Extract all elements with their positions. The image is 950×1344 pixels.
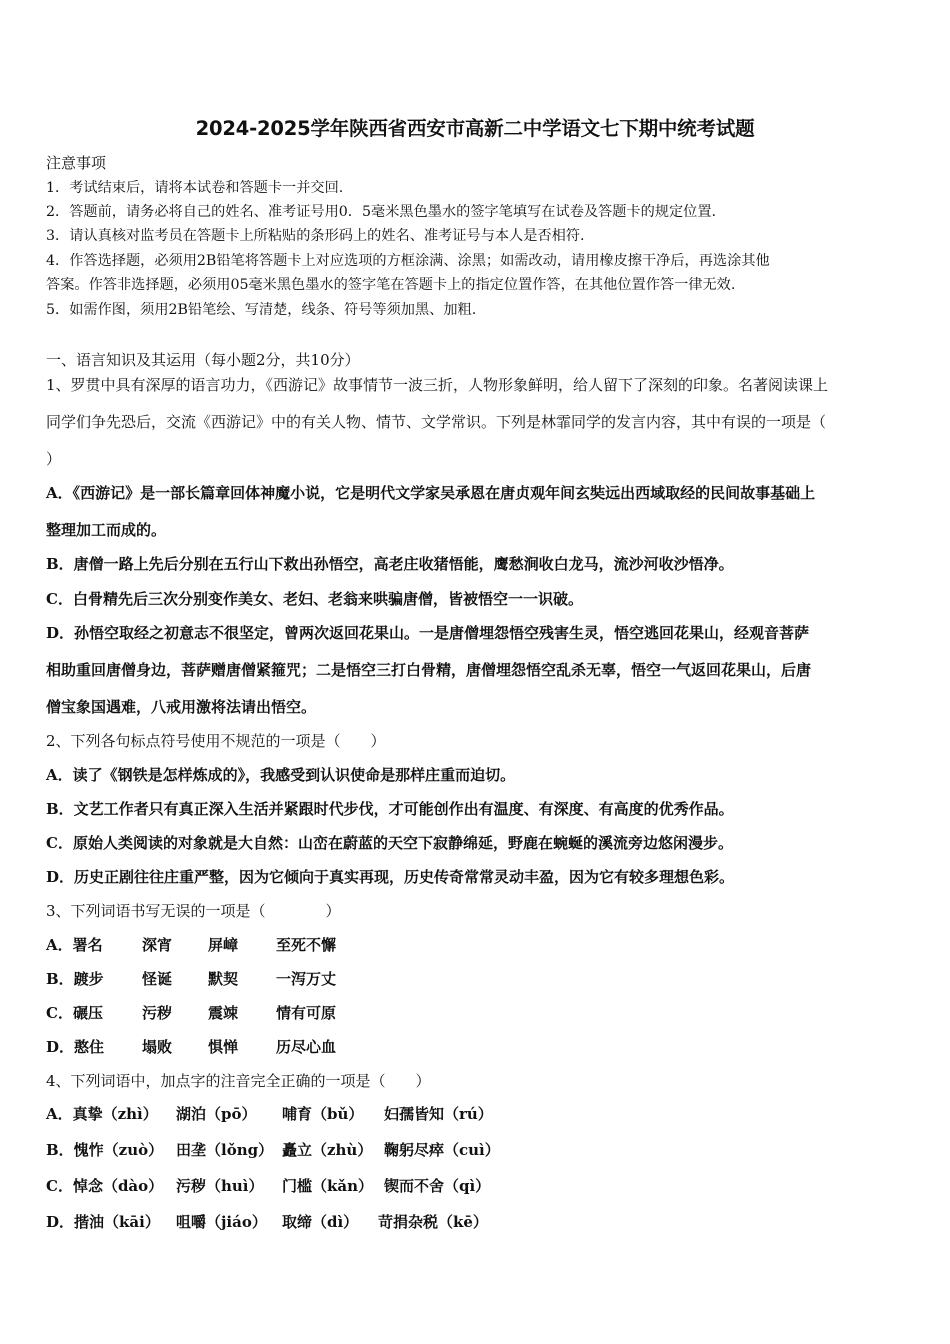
question-2-option-a: A．读了《钢铁是怎样炼成的》，我感受到认识使命是那样庄重而迫切。: [46, 766, 516, 784]
question-4-word: 苛捐杂税（kē）: [378, 1213, 488, 1231]
question-3-option: A．署名: [46, 936, 103, 954]
notice-item: 1．考试结束后，请将本试卷和答题卡一并交回.: [46, 180, 344, 196]
section-heading: 一、语言知识及其运用（每小题2分，共10分）: [46, 351, 360, 369]
question-4-option: D．揩油（kāi）: [46, 1213, 160, 1231]
question-4-word: 妇孺皆知（rú）: [384, 1105, 493, 1123]
question-1-stem: 同学们争先恐后，交流《西游记》中的有关人物、情节、文学常识。下列是林霏同学的发言内容，其中有误的一项是（: [46, 413, 827, 431]
question-3-option: B．踱步: [46, 970, 104, 988]
notice-item: 3．请认真核对监考员在答题卡上所粘贴的条形码上的姓名、准考证号与本人是否相符.: [46, 228, 585, 244]
question-1-option-a: A．《西游记》是一部长篇章回体神魔小说，它是明代文学家吴承恩在唐贞观年间玄奘远出西域取经的民间故事基础上: [46, 484, 816, 502]
notice-item: 2．答题前，请务必将自己的姓名、准考证号用0．5毫米黑色墨水的签字笔填写在试卷及答题卡的规定位置.: [46, 204, 717, 220]
question-1-option-d: 相助重回唐僧身边，菩萨赠唐僧紧箍咒；二是悟空三打白骨精，唐僧埋怨悟空乱杀无辜，悟空一气返回花果山，后唐: [46, 661, 812, 679]
question-3-word: 污秽: [142, 1004, 173, 1022]
question-4-word: 哺育（bǔ）: [282, 1105, 364, 1123]
question-1-option-c: C．白骨精先后三次分别变作美女、老妇、老翁来哄骗唐僧，皆被悟空一一识破。: [46, 590, 583, 608]
question-3-word: 默契: [208, 970, 239, 988]
question-1-option-b: B．唐僧一路上先后分别在五行山下救出孙悟空，高老庄收猪悟能，鹰愁涧收白龙马，流沙河收沙悟净。: [46, 555, 734, 573]
question-3-word: 情有可原: [276, 1004, 337, 1022]
question-3-word: 深宵: [142, 936, 173, 954]
question-3-word: 至死不懈: [276, 936, 337, 954]
question-2-option-d: D．历史正剧往往庄重严整，因为它倾向于真实再现，历史传奇常常灵动丰盈，因为它有较多理想色彩。: [46, 868, 735, 886]
notice-heading: 注意事项: [46, 154, 107, 172]
question-4-word: 门槛（kǎn）: [282, 1177, 374, 1195]
question-4-word: 田垄（lǒng）: [176, 1141, 274, 1159]
question-3-word: 震竦: [208, 1004, 239, 1022]
question-2-option-c: C．原始人类阅读的对象就是大自然：山峦在蔚蓝的天空下寂静绵延，野鹿在蜿蜒的溪流旁边悠闲漫步。: [46, 834, 733, 852]
question-4-word: 取缔（dì）: [282, 1213, 359, 1231]
question-3-option: C．碾压: [46, 1004, 103, 1022]
question-4-word: 湖泊（pō）: [176, 1105, 257, 1123]
question-3-option: D．憨住: [46, 1038, 105, 1056]
question-1-option-a: 整理加工而成的。: [46, 521, 167, 539]
question-4-stem: 4、下列词语中，加点字的注音完全正确的一项是（ ）: [46, 1072, 431, 1090]
question-3-word: 历尽心血: [276, 1038, 337, 1056]
question-1-option-d: 僧宝象国遇难，八戒用激将法请出悟空。: [46, 698, 317, 716]
question-4-option: B．愧怍（zuò）: [46, 1141, 164, 1159]
question-4-word: 锲而不舍（qì）: [384, 1177, 491, 1195]
question-3-word: 怪诞: [142, 970, 173, 988]
notice-item: 答案。作答非选择题，必须用05毫米黑色墨水的签字笔在答题卡上的指定位置作答，在其他位置作答一律无效.: [46, 277, 736, 293]
question-4-option: C．悼念（dào）: [46, 1177, 164, 1195]
question-1-option-d: D．孙悟空取经之初意志不很坚定，曾两次返回花果山。一是唐僧埋怨悟空残害生灵，悟空逃回花果山，经观音菩萨: [46, 624, 810, 642]
page-title: 2024-2025学年陕西省西安市高新二中学语文七下期中统考试题: [195, 117, 755, 140]
notice-item: 4．作答选择题，必须用2B铅笔将答题卡上对应选项的方框涂满、涂黑；如需改动，请用橡皮擦干净后，再选涂其他: [46, 253, 770, 269]
question-4-option: A．真挚（zhì）: [46, 1105, 158, 1123]
question-3-stem: 3、下列词语书写无误的一项是（ ）: [46, 902, 341, 920]
question-3-word: 一泻万丈: [276, 970, 337, 988]
question-1-stem: 1、罗贯中具有深厚的语言功力，《西游记》故事情节一波三折，人物形象鲜明，给人留下了深刻的印象。名著阅读课上: [46, 376, 829, 394]
question-4-word: 矗立（zhù）: [282, 1141, 373, 1159]
question-3-word: 屏嶂: [208, 936, 239, 954]
question-4-word: 咀嚼（jiáo）: [176, 1213, 267, 1231]
notice-item: 5．如需作图，须用2B铅笔绘、写清楚，线条、符号等须加黑、加粗.: [46, 302, 477, 318]
question-4-word: 鞠躬尽瘁（cuì）: [384, 1141, 500, 1159]
question-4-word: 污秽（huì）: [176, 1177, 264, 1195]
question-2-option-b: B．文艺工作者只有真正深入生活并紧跟时代步伐，才可能创作出有温度、有深度、有高度的优秀作品。: [46, 800, 734, 818]
question-3-word: 惧惮: [208, 1038, 239, 1056]
question-3-word: 塌败: [142, 1038, 173, 1056]
question-2-stem: 2、下列各句标点符号使用不规范的一项是（ ）: [46, 732, 386, 750]
question-1-stem: ）: [46, 450, 62, 468]
